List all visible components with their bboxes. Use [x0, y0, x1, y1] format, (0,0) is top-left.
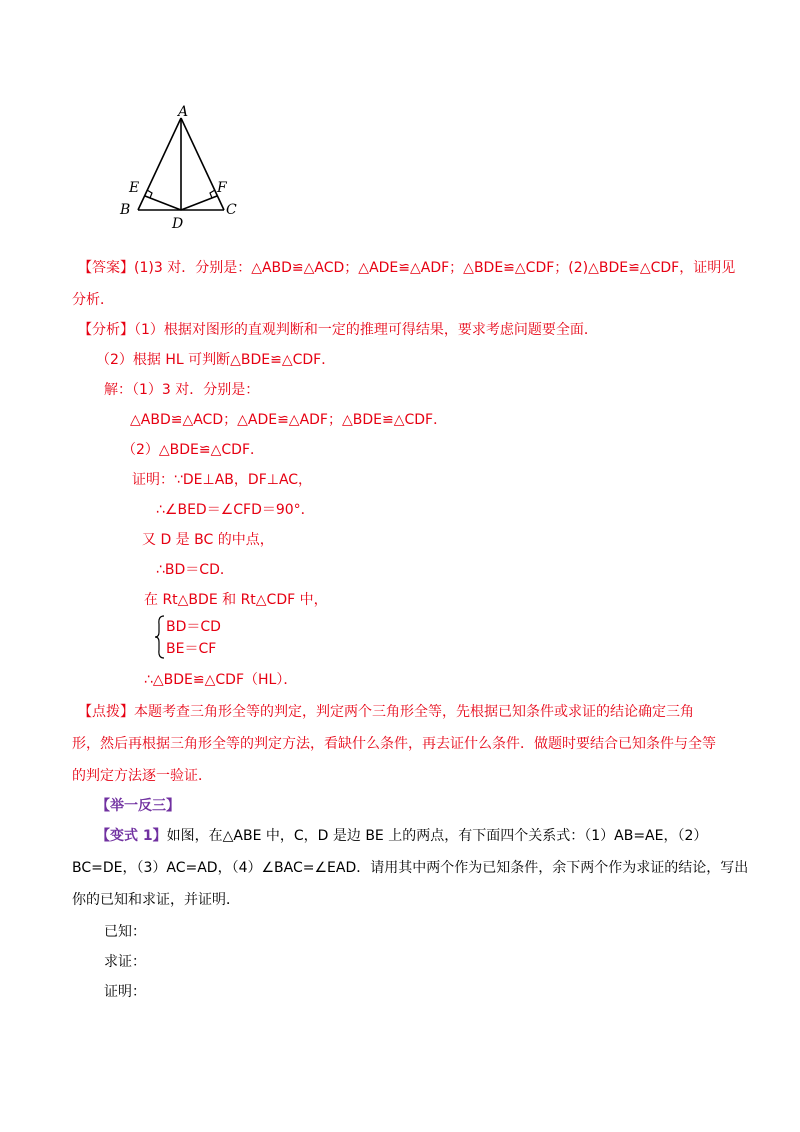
proof-line-1: 证明：∵DE⊥AB，DF⊥AC，	[132, 472, 313, 488]
label-a: A	[178, 104, 189, 120]
triangle-figure	[116, 104, 256, 234]
variant-tag: 【变式 1】	[96, 828, 167, 844]
proof-conclusion: ∴△BDE≌△CDF（HL）．	[144, 672, 298, 688]
label-c: C	[226, 202, 237, 218]
analysis-text-1: （1）根据对图形的直观判断和一定的推理可得结果，要求考虑问题要全面．	[134, 322, 598, 338]
given-label: 已知：	[104, 924, 146, 940]
brace-condition-2: BE＝CF	[166, 641, 217, 657]
brace-system	[154, 614, 234, 660]
triangle-diagram	[116, 104, 256, 234]
answer-text-1: (1)3 对．分别是：△ABD≌△ACD；△ADE≌△ADF；△BDE≌△CDF；(2)△BDE≌△CDF，证明见	[134, 260, 736, 276]
practice-heading: 【举一反三】	[96, 798, 180, 814]
practice-line-2: BC=DE，（3）AC=AD，（4）∠BAC=∠EAD．请用其中两个作为已知条件，余下两个作为求证的结论，写出	[72, 860, 749, 876]
answer-line-2: 分析．	[72, 292, 114, 308]
proof-label: 证明：	[104, 984, 146, 1000]
proof-line-5: 在 Rt△BDE 和 Rt△CDF 中，	[144, 592, 328, 608]
comment-line-2: 形，然后再根据三角形全等的判定方法，看缺什么条件，再去证什么条件．做题时要结合已知条件与全等	[72, 736, 716, 752]
analysis-tag: 【分析】	[78, 322, 134, 338]
label-d: D	[172, 216, 184, 232]
solution-intro: 解：（1）3 对．分别是：	[104, 382, 260, 398]
brace-condition-1: BD＝CD	[166, 619, 221, 635]
comment-text-1: 本题考查三角形全等的判定，判定两个三角形全等，先根据已知条件或求证的结论确定三角	[134, 704, 694, 720]
solution-pairs: △ABD≌△ACD；△ADE≌△ADF；△BDE≌△CDF．	[130, 412, 448, 428]
proof-line-2: ∴∠BED＝∠CFD＝90°．	[156, 502, 315, 518]
proof-line-4: ∴BD＝CD．	[156, 562, 234, 578]
answer-line-1	[78, 258, 735, 278]
practice-line-3: 你的已知和求证，并证明．	[72, 892, 240, 908]
label-e: E	[129, 180, 140, 196]
side-ab	[138, 118, 181, 210]
proof-line-3: 又 D 是 BC 的中点，	[142, 532, 274, 548]
analysis-line-2: （2）根据 HL 可判断△BDE≌△CDF．	[96, 352, 336, 368]
side-ac	[181, 118, 224, 210]
comment-line-3: 的判定方法逐一验证．	[72, 768, 212, 784]
comment-tag: 【点拨】	[78, 704, 134, 720]
comment-line-1	[78, 702, 694, 722]
label-b: B	[120, 202, 131, 218]
practice-line-1	[96, 826, 707, 846]
left-brace	[154, 614, 166, 660]
solution-part-2: （2）△BDE≌△CDF．	[122, 442, 265, 458]
label-f: F	[217, 180, 227, 196]
answer-tag: 【答案】	[78, 260, 134, 276]
prove-label: 求证：	[104, 954, 146, 970]
analysis-line-1	[78, 320, 598, 340]
practice-text-1: 如图，在△ABE 中，C，D 是边 BE 上的两点，有下面四个关系式：（1）AB=AE，（2）	[166, 828, 708, 844]
